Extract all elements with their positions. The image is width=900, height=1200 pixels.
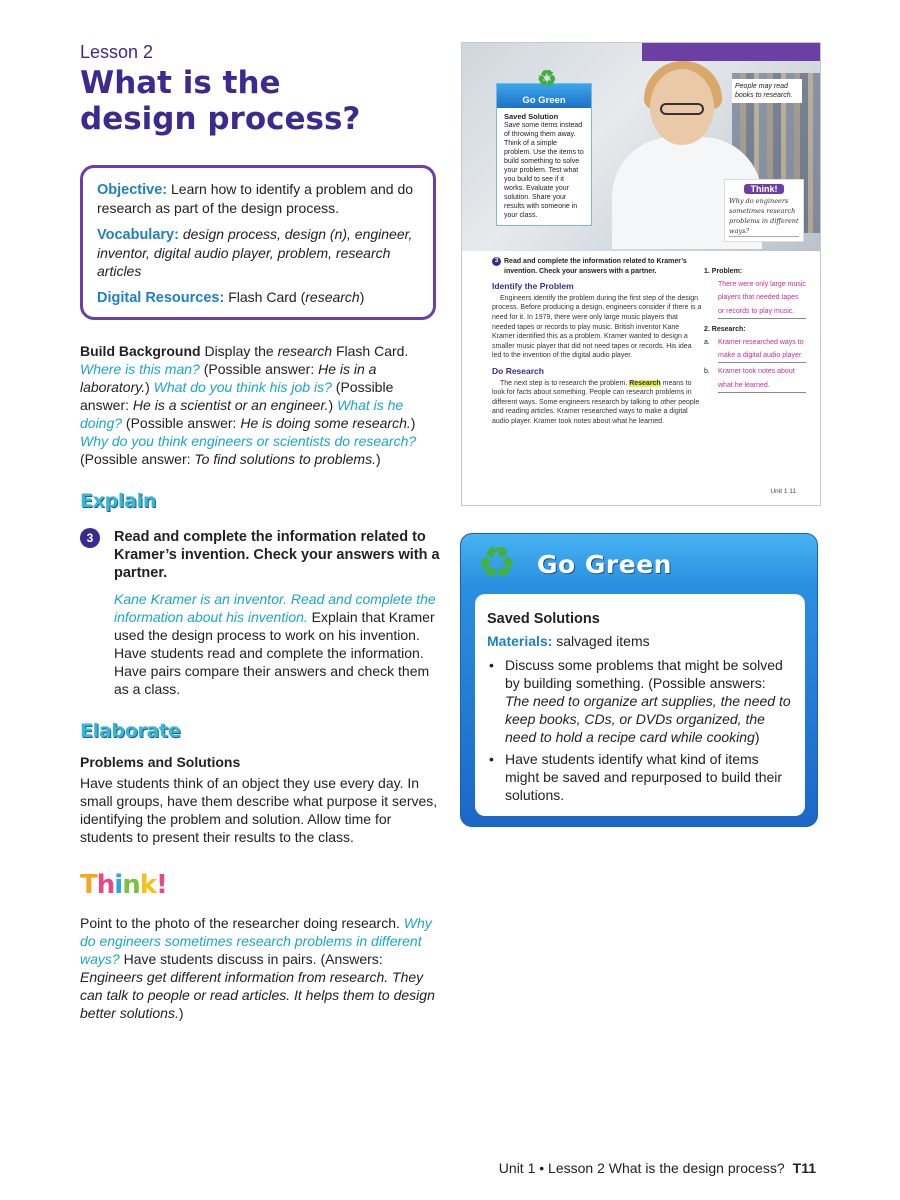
student-saved-solution: Saved Solution [504,112,559,121]
research-highlight: Research [629,379,661,387]
student-q3-text: Read and complete the information related to Kramer’s invention. Check your answers with a partner. [504,258,687,275]
problem-label: 1. Problem: [704,268,743,275]
build-background-label: Build Background [80,343,201,359]
student-main-text [492,257,702,427]
objective-text: Learn how to identify a problem and do research as part of the design process. [97,181,414,216]
objective [97,180,419,217]
student-think-question: Why do engineers sometimes research problems in different ways? [729,197,799,235]
student-go-green-header [497,66,591,108]
materials-label: Materials: [487,633,553,649]
think-logo-letter: T [80,870,97,900]
research-t2: means to look for facts about something. People can research problems in different ways. Some engineers research by talking to other people and reading articles. Kramer researched ways to make a digital audio player. Kramer took notes about what he learned. [492,379,700,425]
student-think-box [724,179,804,242]
go-green-list [487,656,793,804]
student-q3-number: 3 [492,257,501,266]
step-3-body [114,590,440,698]
vocabulary [97,225,419,280]
do-research-heading: Do Research [492,365,544,376]
objective-label: Objective: [97,182,168,198]
step-3 [80,528,440,582]
bb-t2: research [277,343,333,359]
bb-t11: ) [375,451,381,467]
bb-t6: (Possible answer: [80,379,394,413]
problems-solutions-body: Have students think of an object they use every day. In small groups, have them describe what purpose it serves, identifying the problem and solution. Allow time for students to present their results to the class. [80,775,438,845]
problem-answer: There were only large music players that needed tapes or records to play music. [718,278,806,319]
think-answer: Engineers get different information from research. They can talk to people or read articles. It helps them to design better solutions. [80,969,435,1021]
bb-t10: (Possible answer: [80,451,195,467]
student-page-footer: Unit 1 11 [770,488,796,495]
materials [487,632,793,650]
think-t1: Point to the photo of the researcher doing research. [80,915,404,931]
do-research-text [492,379,702,427]
think-logo-letter: ! [156,870,167,900]
bb-t7: ) [328,397,338,413]
digital-text-3: ) [359,289,365,305]
list-item [487,656,793,746]
step-3-cyan: Kane Kramer is an inventor. Read and complete the information about his invention. [114,591,436,625]
footer-text: Unit 1 • Lesson 2 What is the design process? [498,1160,785,1176]
problems-solutions-heading: Problems and Solutions [80,754,241,770]
page-footer [499,1160,816,1176]
student-think-logo: Think! [744,184,784,194]
identify-problem-text: Engineers identify the problem during the first step of the design process. Before producing a design, engineers consider if there is a need for it. In 1979, there were only large music players that needed tapes or records to play music. British inventor Kane Kramer identified this as a problem. Kramer wanted to design a smaller music player that did not need tapes or records. His idea led to the invention of the digital audio player. [492,294,702,360]
bb-a4: To find solutions to problems. [194,451,376,467]
student-go-green-title: Go Green [522,95,566,106]
answer-b-label: b. [704,368,710,376]
research-label: 2. Research: [704,325,746,333]
think-logo-letter: k [139,870,156,900]
student-go-green-text: Save some items instead of throwing them away. Think of a simple problem. Use the items to build something to solve your problem. Test what you build to see if it works. Evaluate your solution. Share your results with someone in your class. [504,122,584,219]
bb-t5: ) [145,379,154,395]
bb-t1: Display the [200,343,278,359]
student-page-thumbnail [461,42,821,506]
step-3-heading: Read and complete the information related to Kramer’s invention. Check your answers with a partner. [114,529,440,581]
go-green-box [460,533,818,827]
vocabulary-text: design process, design (n), engineer, inventor, digital audio player, problem, research articles [97,226,413,279]
vocabulary-label: Vocabulary: [97,227,179,243]
think-body [80,914,440,1022]
bullet1-c: ) [754,729,760,745]
think-logo-letter: i [114,870,123,900]
lesson-label: Lesson 2 [80,42,154,62]
bullet1-b: The need to organize art supplies, the need to keep books, CDs, or DVDs organized, the need to hold a recipe card while cooking [505,693,791,745]
list-item: • Have students identify what kind of items might be saved and repurposed to build their solutions. [487,750,793,804]
digital-resources [97,288,419,307]
bb-t8: (Possible answer: [122,415,241,431]
bb-a3: He is doing some research. [240,415,411,431]
think-question: Why do engineers sometimes research problems in different ways? [80,915,432,967]
student-go-green-box [496,66,592,226]
bb-t3: Flash Card. [332,343,409,359]
bb-q3: What is he doing? [80,397,404,431]
research-t1: The next step is to research the problem. [500,379,630,387]
think-logo-letter: n [122,870,140,900]
bb-a2: He is a scientist or an engineer. [132,397,329,413]
teacher-notes-column [80,42,440,1022]
go-green-header [461,534,817,594]
bb-t9: ) [410,415,416,431]
think-logo-letter: h [96,870,115,900]
student-answers [704,265,806,393]
build-background [80,342,440,468]
think-t3: ) [178,1005,184,1021]
student-go-green-body [497,108,591,225]
elaborate-heading: Elaborate [80,720,181,742]
objective-box [80,165,436,320]
bullet1-a: Discuss some problems that might be solved by building something. (Possible answers: [505,657,783,691]
bb-q4: Why do you think engineers or scientists do research? [80,433,417,449]
go-green-title: Go Green [537,550,672,579]
digital-text-2: research [305,289,360,305]
bb-q1: Where is this man? [80,361,200,377]
page-title: What is the design process? [80,65,361,137]
answer-a-text: Kramer researched ways to make a digital audio player. [718,336,806,363]
answer-b [704,365,806,392]
bb-a1: He is in a laboratory. [80,361,377,395]
student-question-3 [492,257,702,276]
photo-caption: People may read books to research. [732,79,802,103]
identify-problem-heading: Identify the Problem [492,281,574,292]
bb-q2: What do you think his job is? [153,379,332,395]
answer-a [704,336,806,363]
think-t2: Have students discuss in pairs. (Answers: [119,951,383,967]
step-3-text: Explain that Kramer used the design process to work on his invention. Have students read and complete the information. Have pairs compare their answers and check them as a class. [114,609,435,697]
digital-text-1: Flash Card ( [228,289,306,305]
recycle-icon: ♻ [537,66,557,91]
page-number: T11 [792,1160,816,1176]
answer-b-text: Kramer took notes about what he learned. [718,365,806,392]
bb-t4: (Possible answer: [199,361,319,377]
digital-resources-label: Digital Resources: [97,290,225,306]
answer-a-label: a. [704,339,710,347]
recycle-icon: ♻ [477,539,517,588]
step-number-badge: 3 [80,528,100,548]
saved-solutions-heading: Saved Solutions [487,611,600,627]
glasses [660,103,704,115]
think-logo [80,870,440,902]
explain-heading: Explain [80,490,157,512]
go-green-content [475,594,805,816]
materials-text: salvaged items [552,633,650,649]
